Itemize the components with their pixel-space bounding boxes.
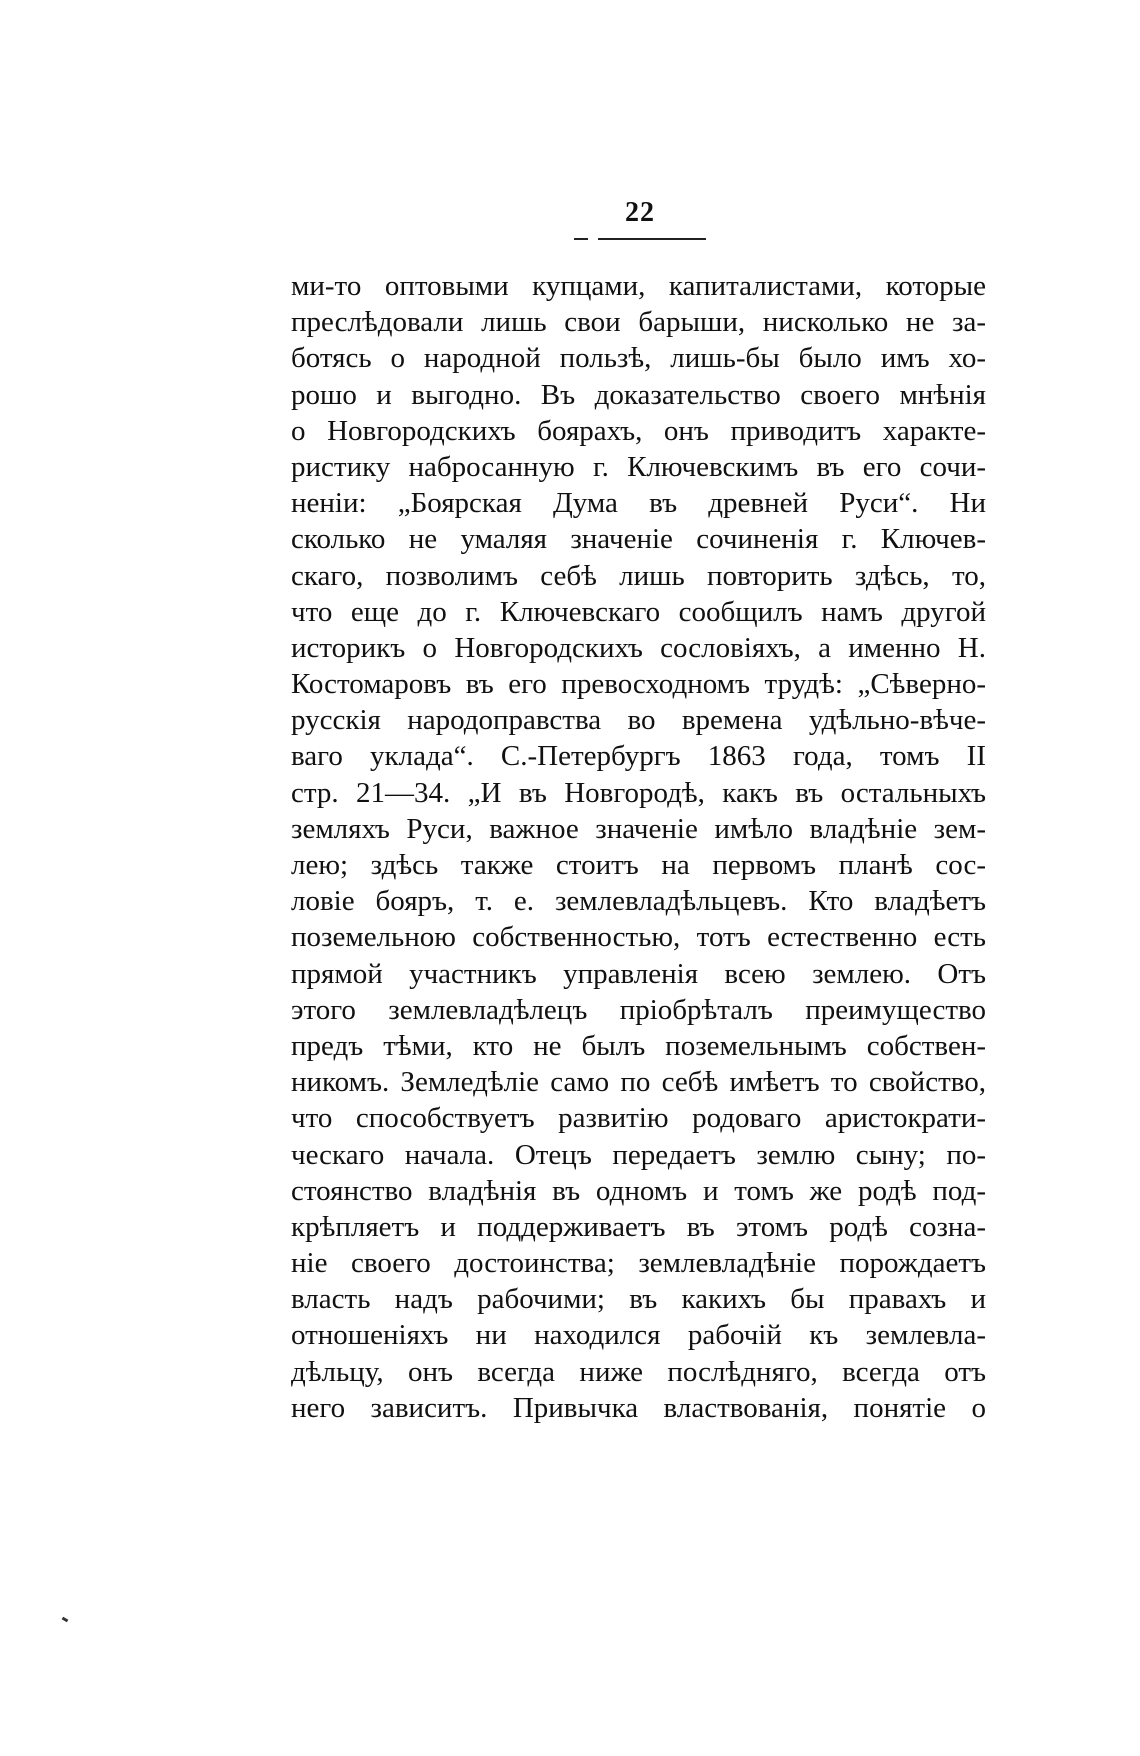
text-line: неніи: „Боярская Дума въ древней Руси“. Ни	[291, 487, 986, 520]
text-line: преслѣдовали лишь свои барыши, нисколько не за-	[291, 306, 986, 339]
text-line: сколько не умаляя значеніе сочиненія г. Ключев-	[291, 523, 986, 556]
text-line: ми-то оптовыми купцами, капиталистами, которые	[291, 270, 986, 302]
text-line: ботясь о народной пользѣ, лишь-бы было имъ хо-	[291, 342, 986, 375]
body-text	[291, 268, 986, 1426]
text-line: ристику набросанную г. Ключевскимъ въ его сочи-	[291, 450, 986, 483]
text-line: дѣльцу, онъ всегда ниже послѣдняго, всегда отъ	[291, 1355, 986, 1388]
page-number: 22	[625, 197, 655, 228]
text-line: никомъ. Земледѣліе само по себѣ имѣетъ то свойство,	[291, 1066, 986, 1099]
text-line: скаго, позволимъ себѣ лишь повторить здѣсь, то,	[291, 559, 986, 592]
text-line: ловіе бояръ, т. е. землевладѣльцевъ. Кто владѣетъ	[291, 885, 986, 918]
text-line: него зависитъ. Привычка властвованія, понятіе о	[291, 1391, 986, 1424]
text-line: стр. 21—34. „И въ Новгородѣ, какъ въ остальныхъ	[291, 776, 986, 809]
text-line: власть надъ рабочими; въ какихъ бы правахъ и	[291, 1283, 986, 1316]
text-line: поземельною собственностью, тотъ естественно есть	[291, 921, 986, 954]
text-line: этого землевладѣлецъ пріобрѣталъ преимущество	[291, 993, 986, 1026]
text-line: предъ тѣми, кто не былъ поземельнымъ собствен-	[291, 1029, 986, 1062]
page-header	[570, 198, 710, 244]
text-line: историкъ о Новгородскихъ сословіяхъ, а именно Н.	[291, 631, 986, 664]
text-line: рошо и выгодно. Въ доказательство своего мнѣнія	[291, 378, 986, 411]
text-line: ческаго начала. Отецъ передаетъ землю сыну; по-	[291, 1138, 986, 1171]
header-rule	[570, 234, 710, 244]
text-line: лею; здѣсь также стоитъ на первомъ планѣ сос-	[291, 849, 986, 881]
text-line: о Новгородскихъ боярахъ, онъ приводитъ характе-	[291, 414, 986, 447]
text-line: стоянство владѣнія въ одномъ и томъ же родѣ под-	[291, 1174, 986, 1207]
text-line: ваго уклада“. С.-Петербургъ 1863 года, томъ II	[291, 740, 986, 773]
text-line: отношеніяхъ ни находился рабочій къ землевла-	[291, 1319, 986, 1352]
text-line: что способствуетъ развитію родоваго аристократи-	[291, 1102, 986, 1135]
text-line: крѣпляетъ и поддерживаетъ въ этомъ родѣ созна-	[291, 1210, 986, 1243]
text-line: что еще до г. Ключевскаго сообщилъ намъ другой	[291, 595, 986, 628]
text-line: ніе своего достоинства; землевладѣніе порождаетъ	[291, 1247, 986, 1280]
margin-speck	[62, 1617, 69, 1623]
text-line: Костомаровъ въ его превосходномъ трудѣ: „Сѣверно-	[291, 668, 986, 701]
header-dash-long	[598, 238, 706, 240]
text-line: прямой участникъ управленія всею землею. Отъ	[291, 957, 986, 990]
text-line: земляхъ Руси, важное значеніе имѣло владѣніе зем-	[291, 812, 986, 845]
header-dash-short	[574, 238, 588, 240]
text-line: русскія народоправства во времена удѣльно-вѣче-	[291, 704, 986, 737]
